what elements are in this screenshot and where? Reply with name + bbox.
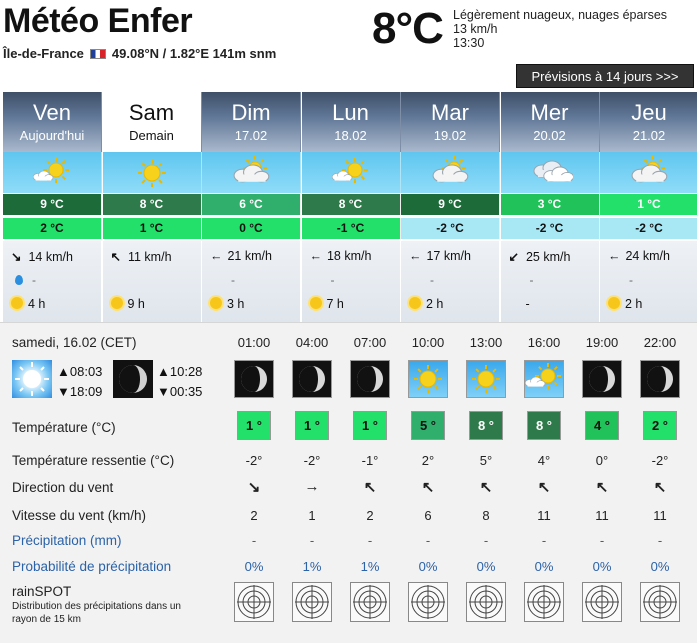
day-tab[interactable] <box>103 92 202 152</box>
rainspot-icon[interactable] <box>640 582 680 622</box>
sunshine-hours: 9 h <box>127 297 145 311</box>
day-column-mer[interactable] <box>501 92 600 322</box>
day-tab[interactable] <box>302 92 401 152</box>
day-tab[interactable] <box>3 92 102 152</box>
sunrise-time: ▲08:03 <box>57 364 103 379</box>
sun-cloud-icon <box>302 152 401 193</box>
precipitation-value: - <box>330 273 335 287</box>
day-sunshine <box>310 297 344 311</box>
day-sunshine <box>608 297 642 311</box>
wind-direction-icon: ↙ <box>508 250 519 264</box>
hour-feels-like: -2° <box>245 453 263 468</box>
min-temperature: 2 °C <box>3 218 102 239</box>
hour-label: 19:00 <box>585 335 619 350</box>
day-name: Lun <box>332 100 369 125</box>
wind-direction-icon: ↖ <box>595 479 609 496</box>
day-wind <box>11 249 73 264</box>
hour-wind-speed: 1 <box>308 508 316 523</box>
hour-wind-speed: 8 <box>482 508 490 523</box>
precipitation-value: - <box>32 273 36 287</box>
wind-direction-icon: ↖ <box>421 479 435 496</box>
hour-label: 04:00 <box>295 335 329 350</box>
hour-precipitation: - <box>309 533 315 548</box>
hour-temperature: 8 ° <box>469 411 503 440</box>
day-info <box>3 241 102 322</box>
wind-speed: 24 km/h <box>625 249 670 263</box>
day-column-jeu[interactable] <box>600 92 697 322</box>
day-sunshine <box>210 297 244 311</box>
max-temperature: 1 °C <box>600 194 697 215</box>
rainspot-description-1: Distribution des précipitations dans un <box>12 601 181 612</box>
wind-speed: 21 km/h <box>227 249 272 263</box>
day-wind <box>608 249 670 263</box>
day-precipitation <box>413 273 434 287</box>
hour-wind-speed: 11 <box>595 508 609 523</box>
sunshine-hours: 7 h <box>326 297 344 311</box>
moon-icon <box>234 360 274 398</box>
sunshine-icon <box>608 297 620 309</box>
wind-direction-icon: ↘ <box>247 479 261 496</box>
moon-icon <box>292 360 332 398</box>
hour-precipitation-probability: 0% <box>476 559 496 574</box>
day-column-ven[interactable] <box>3 92 102 322</box>
precipitation-value: - <box>430 273 434 287</box>
hour-wind-speed: 6 <box>424 508 432 523</box>
sunshine-hours: 2 h <box>426 297 444 311</box>
hour-temperature: 4 ° <box>585 411 619 440</box>
hour-precipitation: - <box>483 533 489 548</box>
sunset-time: ▼18:09 <box>57 384 103 399</box>
page-title: Météo Enfer <box>3 2 193 40</box>
day-tab[interactable] <box>401 92 500 152</box>
hour-precipitation-probability: 0% <box>534 559 554 574</box>
region-label: Île-de-France <box>3 46 84 61</box>
moon-icon <box>350 360 390 398</box>
wind-speed: 25 km/h <box>525 250 571 264</box>
day-date: 20.02 <box>533 128 566 143</box>
hour-precipitation: - <box>425 533 431 548</box>
sunshine-icon <box>409 297 421 309</box>
day-date: Aujourd'hui <box>19 128 85 143</box>
wind-direction-icon: ↖ <box>363 479 377 496</box>
hour-label: 07:00 <box>353 335 387 350</box>
rainspot-label: rainSPOT <box>12 584 72 599</box>
current-temperature: 8°C <box>372 4 443 53</box>
hour-feels-like: -2° <box>303 453 321 468</box>
sunrise-sun-icon <box>12 360 52 398</box>
day-info <box>401 241 500 322</box>
day-wind <box>111 249 172 264</box>
moonset-time: ▼00:35 <box>157 384 203 399</box>
hour-feels-like: 2° <box>421 453 435 468</box>
moonrise-time: ▲10:28 <box>157 364 203 379</box>
wind-direction-icon: ↖ <box>479 479 493 496</box>
hour-temperature: 8 ° <box>527 411 561 440</box>
min-temperature: 0 °C <box>202 218 301 239</box>
precipitation-value: - <box>529 273 534 287</box>
hour-label: 10:00 <box>411 335 445 350</box>
moon-icon <box>582 360 622 398</box>
day-date: 21.02 <box>632 128 666 143</box>
hour-label: 16:00 <box>527 335 561 350</box>
rainspot-icon[interactable] <box>524 582 564 622</box>
day-column-mar[interactable] <box>401 92 500 322</box>
hour-wind-speed: 2 <box>250 508 258 523</box>
day-column-lun[interactable] <box>302 92 401 322</box>
sun-icon <box>103 152 202 193</box>
moon-phase-icon <box>113 360 153 398</box>
current-conditions <box>453 8 667 50</box>
hour-feels-like: -1° <box>361 453 379 468</box>
hour-precipitation: - <box>541 533 547 548</box>
day-precipitation <box>314 273 335 287</box>
sunshine-hours: 4 h <box>28 297 46 311</box>
max-temperature: 3 °C <box>501 194 600 215</box>
hour-feels-like: 4° <box>537 453 551 468</box>
day-info <box>103 241 202 322</box>
day-sunshine <box>11 297 45 311</box>
day-name: Dim <box>231 100 271 125</box>
day-precipitation <box>115 273 132 287</box>
hour-label: 01:00 <box>237 335 271 350</box>
wind-speed: 17 km/h <box>426 249 471 263</box>
day-sunshine <box>509 297 530 311</box>
hour-precipitation-probability: 0% <box>592 559 612 574</box>
precipitation-value: - <box>629 273 633 287</box>
day-tab[interactable] <box>202 92 301 152</box>
forecast-14-days-button[interactable]: Prévisions à 14 jours >>> <box>516 64 694 88</box>
day-info <box>302 241 401 322</box>
cloud-icon <box>401 152 500 193</box>
day-info <box>600 241 697 322</box>
day-column-sam[interactable] <box>103 92 202 322</box>
precipitation-label[interactable]: Précipitation (mm) <box>12 533 122 548</box>
precipitation-probability-label[interactable]: Probabilité de précipitation <box>12 559 172 574</box>
cloud-icon <box>600 152 697 193</box>
current-description: Légèrement nuageux, nuages éparses <box>453 8 668 22</box>
location-header <box>0 0 697 92</box>
location-subtitle <box>3 46 276 61</box>
coordinates-label: 49.08°N / 1.82°E 141m snm <box>111 46 277 61</box>
rainspot-icon[interactable] <box>234 582 274 622</box>
france-flag-icon <box>90 49 106 59</box>
moon-icon <box>640 360 680 398</box>
rainspot-icon[interactable] <box>408 582 448 622</box>
hour-feels-like: 0° <box>595 453 609 468</box>
hour-temperature: 5 ° <box>411 411 445 440</box>
hour-temperature: 2 ° <box>643 411 677 440</box>
wind-direction-icon: ↖ <box>110 250 121 264</box>
overcast-icon <box>501 152 600 193</box>
day-tab[interactable] <box>501 92 600 152</box>
hour-precipitation: - <box>599 533 605 548</box>
day-info <box>501 241 600 322</box>
wind-direction-icon: ← <box>210 249 223 263</box>
wind-direction-icon: ↖ <box>653 479 667 496</box>
current-wind: 13 km/h <box>453 22 498 36</box>
day-tab[interactable] <box>600 92 697 152</box>
feels-like-label: Température ressentie (°C) <box>12 453 175 468</box>
hour-temperature: 1 ° <box>353 411 387 440</box>
cloud-icon <box>202 152 301 193</box>
rain-drop-icon <box>15 275 23 285</box>
current-time: 13:30 <box>453 36 485 50</box>
day-name: Mar <box>431 100 469 125</box>
max-temperature: 8 °C <box>103 194 202 215</box>
hour-precipitation: - <box>367 533 373 548</box>
max-temperature: 9 °C <box>401 194 500 215</box>
hour-feels-like: -2° <box>651 453 669 468</box>
wind-direction-label: Direction du vent <box>12 480 114 495</box>
hourly-detail-panel <box>0 322 697 643</box>
precipitation-value: - <box>231 273 235 287</box>
hour-precipitation-probability: 0% <box>244 559 264 574</box>
sunshine-hours: 3 h <box>227 297 245 311</box>
day-precipitation <box>15 273 36 287</box>
wind-direction-icon: → <box>304 478 320 495</box>
wind-speed-label: Vitesse du vent (km/h) <box>12 508 147 523</box>
day-sunshine <box>111 297 145 311</box>
min-temperature: -1 °C <box>302 218 401 239</box>
day-date: 18.02 <box>334 128 367 143</box>
hour-precipitation-probability: 1% <box>302 559 322 574</box>
sunshine-icon <box>210 297 222 309</box>
sun-cloud-icon <box>524 360 564 398</box>
hour-label: 13:00 <box>469 335 503 350</box>
day-precipitation <box>513 273 534 287</box>
min-temperature: -2 °C <box>501 218 600 239</box>
max-temperature: 9 °C <box>3 194 102 215</box>
day-precipitation <box>214 273 235 287</box>
hour-precipitation-probability: 0% <box>418 559 438 574</box>
wind-speed: 14 km/h <box>28 250 73 264</box>
sun-cloud-icon <box>3 152 102 193</box>
day-precipitation <box>612 273 633 287</box>
day-wind <box>210 249 272 263</box>
wind-direction-icon: ↖ <box>537 479 551 496</box>
hour-precipitation: - <box>251 533 257 548</box>
sunshine-icon <box>11 297 23 309</box>
wind-direction-icon: ← <box>409 249 422 263</box>
wind-direction-icon: ← <box>608 249 621 263</box>
day-name: Sam <box>128 100 175 125</box>
hour-feels-like: 5° <box>479 453 493 468</box>
hour-temperature: 1 ° <box>295 411 329 440</box>
day-date: 17.02 <box>234 128 268 143</box>
sunshine-hours: 2 h <box>625 297 643 311</box>
rainspot-icon[interactable] <box>292 582 332 622</box>
rainspot-icon[interactable] <box>466 582 506 622</box>
day-wind <box>310 249 372 263</box>
wind-speed: 18 km/h <box>326 249 372 263</box>
sunshine-icon <box>111 297 123 309</box>
min-temperature: -2 °C <box>600 218 697 239</box>
sun-icon <box>408 360 448 398</box>
min-temperature: 1 °C <box>103 218 202 239</box>
day-wind <box>509 249 571 264</box>
day-name: Ven <box>33 100 71 125</box>
day-wind <box>409 249 471 263</box>
rainspot-description-2: rayon de 15 km <box>12 614 81 625</box>
min-temperature: -2 °C <box>401 218 500 239</box>
hour-wind-speed: 2 <box>366 508 374 523</box>
hour-precipitation: - <box>657 533 663 548</box>
day-forecast-strip <box>3 92 697 322</box>
detail-date-label: samedi, 16.02 (CET) <box>12 335 137 350</box>
hour-label: 22:00 <box>643 335 677 350</box>
hour-precipitation-probability: 0% <box>650 559 670 574</box>
wind-speed: 11 km/h <box>127 250 172 264</box>
day-info <box>202 241 301 322</box>
hour-temperature: 1 ° <box>237 411 271 440</box>
hour-precipitation-probability: 1% <box>360 559 380 574</box>
max-temperature: 8 °C <box>302 194 401 215</box>
wind-direction-icon: ← <box>309 249 322 263</box>
hour-wind-speed: 11 <box>653 508 667 523</box>
day-column-dim[interactable] <box>202 92 301 322</box>
day-sunshine <box>409 297 443 311</box>
day-name: Mer <box>530 100 569 125</box>
wind-direction-icon: ↘ <box>11 250 22 264</box>
rainspot-icon[interactable] <box>582 582 622 622</box>
max-temperature: 6 °C <box>202 194 301 215</box>
temperature-label: Température (°C) <box>12 420 116 435</box>
day-date: 19.02 <box>433 128 467 143</box>
sun-icon <box>466 360 506 398</box>
day-date: Demain <box>129 128 174 143</box>
rainspot-icon[interactable] <box>350 582 390 622</box>
hour-wind-speed: 11 <box>537 508 551 523</box>
day-name: Jeu <box>631 100 667 125</box>
sunshine-icon <box>310 297 322 309</box>
sunshine-hours: - <box>525 297 530 311</box>
